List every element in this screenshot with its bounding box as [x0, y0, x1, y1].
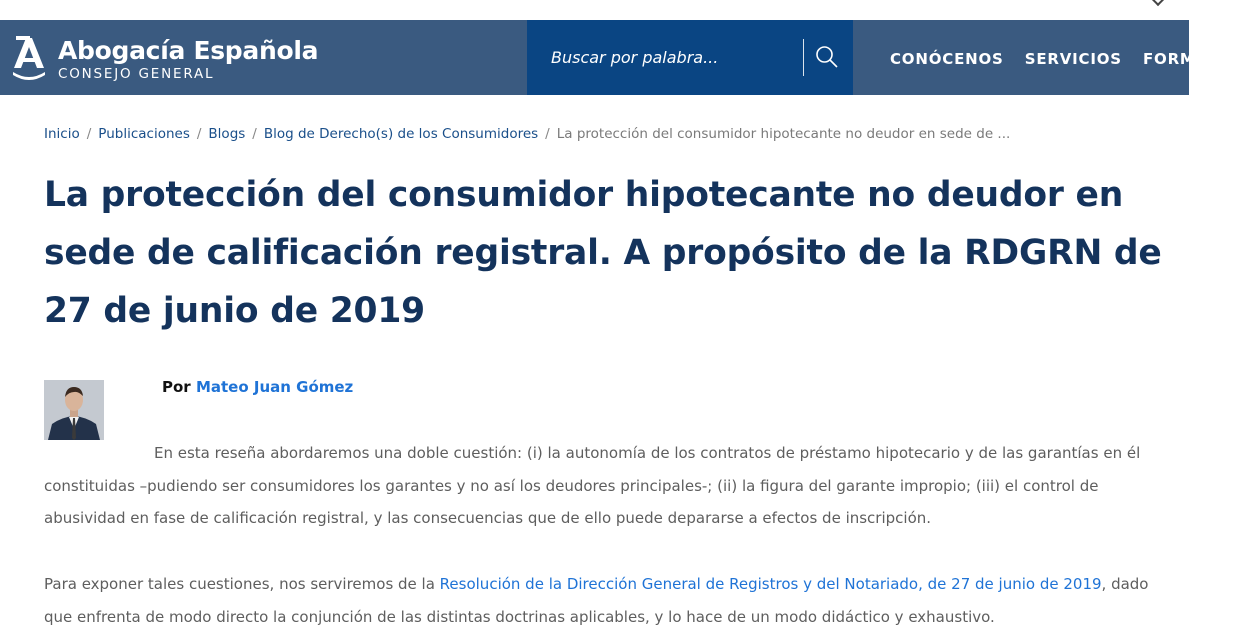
- chevron-down-icon: [1151, 0, 1165, 6]
- paragraph-text: Para exponer tales cuestiones, nos serviremos de la: [44, 575, 440, 593]
- article-paragraph: [44, 568, 1169, 633]
- breadcrumb-separator: /: [196, 126, 202, 142]
- nav-item-formacion[interactable]: FORMAC: [1142, 50, 1220, 68]
- breadcrumb-item-publicaciones[interactable]: Publicaciones: [98, 126, 190, 142]
- breadcrumb-separator: /: [252, 126, 257, 142]
- breadcrumb-current: La protección del consumidor hipotecante no deudor en sede de ...: [556, 126, 1011, 142]
- top-strip: [0, 0, 1189, 20]
- breadcrumb-item-blog[interactable]: Blog de Derecho(s) de los Consumidores: [263, 126, 539, 142]
- logo-title: Abogacía Española: [58, 36, 319, 65]
- site-header: [0, 20, 1220, 95]
- logo-subtitle: CONSEJO GENERAL: [58, 66, 215, 82]
- byline: [162, 378, 353, 396]
- resolution-link[interactable]: Resolución de la Dirección General de Registros y del Notariado, de 27 de junio de 2019: [439, 575, 1102, 593]
- search-bar: [527, 20, 853, 95]
- nav-item-conocenos[interactable]: CONÓCENOS: [890, 50, 1004, 68]
- search-button[interactable]: [814, 44, 840, 70]
- breadcrumb-item-blogs[interactable]: Blogs: [208, 126, 246, 142]
- breadcrumb-separator: /: [86, 126, 92, 142]
- nav-item-servicios[interactable]: SERVICIOS: [1024, 50, 1122, 68]
- search-divider: [803, 39, 804, 76]
- search-input[interactable]: [551, 38, 801, 76]
- byline-prefix: Por: [162, 378, 191, 396]
- article-paragraph: En esta reseña abordaremos una doble cuestión: (i) la autonomía de los contratos de préstamo hipotecario y de las garantías en él constituidas –pudiendo ser consumidores los garantes y no así los deudores principales-; (ii) la figura del garante impropio; (iii) el control de abusividad en fase de calificación registral, y las consecuencias que de ello puede depararse a efectos de inscripción.: [44, 444, 1141, 527]
- breadcrumb: [44, 126, 1010, 142]
- paragraph-text: , dado que enfrenta de modo directo la conjunción de las distintas doctrinas aplicables, y lo hace de un modo didáctico y exhaustivo.: [44, 575, 1149, 626]
- site-logo[interactable]: [12, 32, 319, 88]
- author-avatar[interactable]: [44, 380, 104, 440]
- main-nav: [890, 49, 1236, 68]
- breadcrumb-separator: /: [545, 126, 550, 142]
- abogacia-logo-icon: [12, 34, 46, 82]
- breadcrumb-item-inicio[interactable]: Inicio: [44, 126, 80, 142]
- author-photo: [44, 380, 104, 440]
- author-link[interactable]: Mateo Juan Gómez: [195, 378, 354, 396]
- article-title: La protección del consumidor hipotecante no deudor en sede de calificación registral. A propósito de la RDGRN de 27 de junio de 2019: [44, 175, 1162, 331]
- search-icon: [814, 44, 840, 70]
